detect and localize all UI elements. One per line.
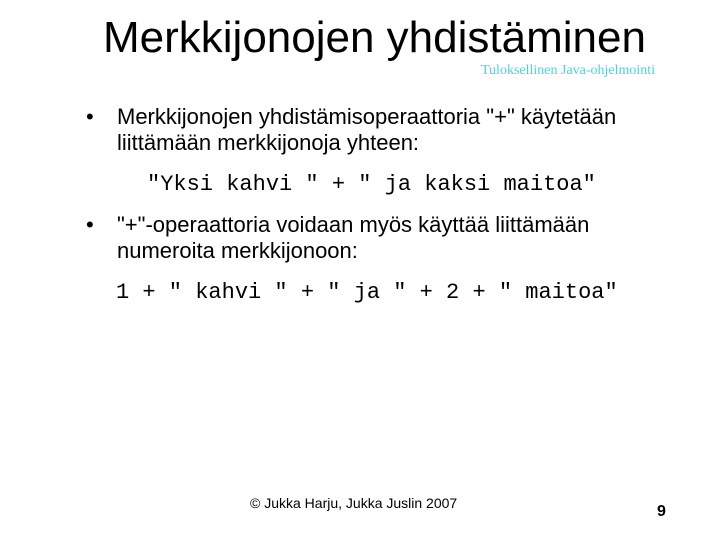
bullet-item-number-concat bbox=[86, 212, 686, 264]
page-number: 9 bbox=[657, 503, 666, 520]
course-subtitle: Tuloksellinen Java-ohjelmointi bbox=[481, 63, 656, 78]
code-example-strings: "Yksi kahvi " + " ja kaksi maitoa" bbox=[147, 172, 596, 197]
footer-copyright: © Jukka Harju, Jukka Juslin 2007 bbox=[250, 495, 458, 511]
bullet-marker: • bbox=[86, 104, 94, 129]
bullet-text: Merkkijonojen yhdistämisoperaattoria "+" käytetään liittämään merkkijonoja yhteen: bbox=[117, 104, 617, 155]
bullet-marker: • bbox=[86, 212, 94, 237]
bullet-item-string-concat bbox=[86, 104, 686, 156]
code-example-numbers: 1 + " kahvi " + " ja " + 2 + " maitoa" bbox=[116, 280, 618, 305]
bullet-text: "+"-operaattoria voidaan myös käyttää liittämään numeroita merkkijonoon: bbox=[117, 212, 590, 263]
slide-title: Merkkijonojen yhdistäminen bbox=[103, 13, 646, 62]
